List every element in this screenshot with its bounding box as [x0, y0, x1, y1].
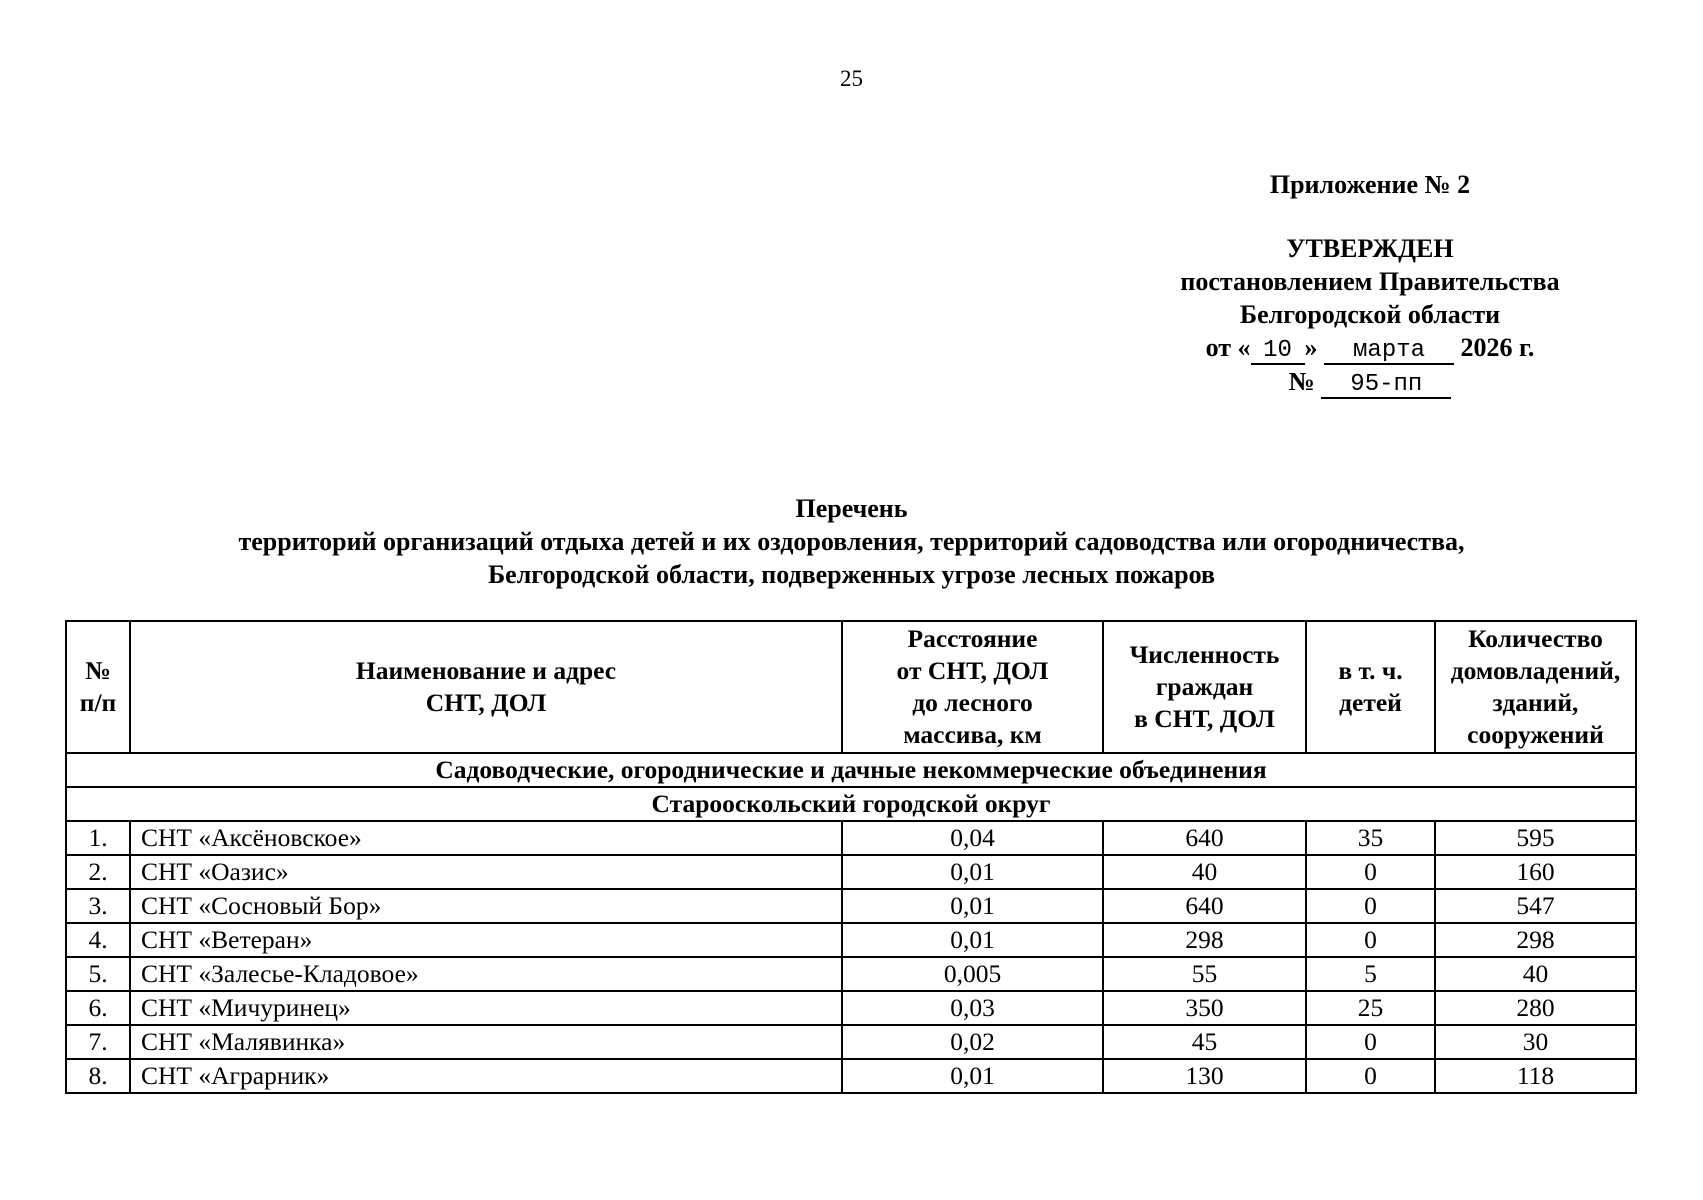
- cell-buildings: 118: [1435, 1059, 1636, 1093]
- cell-number: 2.: [66, 855, 130, 889]
- table-row: [66, 1059, 1636, 1093]
- cell-buildings: 298: [1435, 923, 1636, 957]
- territories-table: [65, 620, 1637, 1094]
- title-line-1: Перечень: [795, 494, 908, 523]
- cell-name: СНТ «Оазис»: [130, 855, 842, 889]
- cell-name: СНТ «Малявинка»: [130, 1025, 842, 1059]
- cell-children: 0: [1306, 923, 1435, 957]
- decree-line-1: постановлением Правительства: [1180, 267, 1560, 296]
- cell-buildings: 280: [1435, 991, 1636, 1025]
- date-day: 10: [1251, 338, 1305, 365]
- page-number: 25: [840, 66, 863, 91]
- table-row: [66, 923, 1636, 957]
- date-month: марта: [1324, 338, 1454, 365]
- cell-children: 0: [1306, 889, 1435, 923]
- cell-distance: 0,03: [842, 991, 1103, 1025]
- approved-heading: УТВЕРЖДЕН: [1286, 234, 1454, 263]
- cell-buildings: 160: [1435, 855, 1636, 889]
- cell-distance: 0,005: [842, 957, 1103, 991]
- cell-population: 55: [1103, 957, 1306, 991]
- cell-distance: 0,04: [842, 821, 1103, 855]
- cell-name: СНТ «Аксёновское»: [130, 821, 842, 855]
- cell-number: 7.: [66, 1025, 130, 1059]
- table-row: [66, 957, 1636, 991]
- cell-population: 40: [1103, 855, 1306, 889]
- appendix-block: [1090, 168, 1650, 399]
- subsection-row: [66, 787, 1636, 821]
- cell-distance: 0,01: [842, 923, 1103, 957]
- cell-number: 1.: [66, 821, 130, 855]
- cell-population: 640: [1103, 889, 1306, 923]
- date-prefix: от «: [1205, 333, 1251, 362]
- cell-name: СНТ «Мичуринец»: [130, 991, 842, 1025]
- table-row: [66, 855, 1636, 889]
- cell-distance: 0,02: [842, 1025, 1103, 1059]
- decree-number: [1090, 365, 1650, 399]
- title-line-3: Белгородской области, подверженных угрозе лесных пожаров: [487, 560, 1216, 589]
- title-line-2: территорий организаций отдыха детей и их оздоровления, территорий садоводства или огородничества,: [238, 527, 1465, 556]
- cell-population: 640: [1103, 821, 1306, 855]
- cell-children: 0: [1306, 1059, 1435, 1093]
- cell-buildings: 595: [1435, 821, 1636, 855]
- table-row: [66, 889, 1636, 923]
- table-row: [66, 991, 1636, 1025]
- cell-name: СНТ «Аграрник»: [130, 1059, 842, 1093]
- cell-children: 35: [1306, 821, 1435, 855]
- cell-number: 6.: [66, 991, 130, 1025]
- cell-name: СНТ «Залесье-Кладовое»: [130, 957, 842, 991]
- number-prefix: №: [1288, 367, 1315, 396]
- appendix-label: Приложение № 2: [1269, 170, 1471, 199]
- subsection-title: Старооскольский городской округ: [66, 787, 1636, 821]
- cell-distance: 0,01: [842, 1059, 1103, 1093]
- cell-children: 5: [1306, 957, 1435, 991]
- cell-number: 5.: [66, 957, 130, 991]
- cell-distance: 0,01: [842, 889, 1103, 923]
- cell-buildings: 547: [1435, 889, 1636, 923]
- header-children: в т. ч. детей: [1306, 621, 1435, 753]
- header-number: № п/п: [66, 621, 130, 753]
- table-header-row: [66, 621, 1636, 753]
- cell-population: 298: [1103, 923, 1306, 957]
- cell-population: 130: [1103, 1059, 1306, 1093]
- cell-children: 0: [1306, 855, 1435, 889]
- header-name: Наименование и адрес СНТ, ДОЛ: [130, 621, 842, 753]
- cell-children: 25: [1306, 991, 1435, 1025]
- decree-line-2: Белгородской области: [1239, 300, 1501, 329]
- cell-population: 45: [1103, 1025, 1306, 1059]
- cell-children: 0: [1306, 1025, 1435, 1059]
- cell-number: 8.: [66, 1059, 130, 1093]
- cell-population: 350: [1103, 991, 1306, 1025]
- cell-number: 3.: [66, 889, 130, 923]
- header-population: Численность граждан в СНТ, ДОЛ: [1103, 621, 1306, 753]
- document-title: [0, 492, 1703, 591]
- cell-buildings: 40: [1435, 957, 1636, 991]
- cell-name: СНТ «Сосновый Бор»: [130, 889, 842, 923]
- header-distance: Расстояние от СНТ, ДОЛ до лесного массива, км: [842, 621, 1103, 753]
- table-row: [66, 1025, 1636, 1059]
- cell-buildings: 30: [1435, 1025, 1636, 1059]
- table-row: [66, 821, 1636, 855]
- number-value: 95-пп: [1321, 372, 1451, 399]
- cell-distance: 0,01: [842, 855, 1103, 889]
- section-row: [66, 753, 1636, 787]
- cell-number: 4.: [66, 923, 130, 957]
- date-year: 2026 г.: [1460, 333, 1535, 362]
- date-mid: »: [1304, 333, 1318, 362]
- header-buildings: Количество домовладений, зданий, сооружений: [1435, 621, 1636, 753]
- cell-name: СНТ «Ветеран»: [130, 923, 842, 957]
- section-title: Садоводческие, огороднические и дачные некоммерческие объединения: [66, 753, 1636, 787]
- decree-date: [1090, 331, 1650, 365]
